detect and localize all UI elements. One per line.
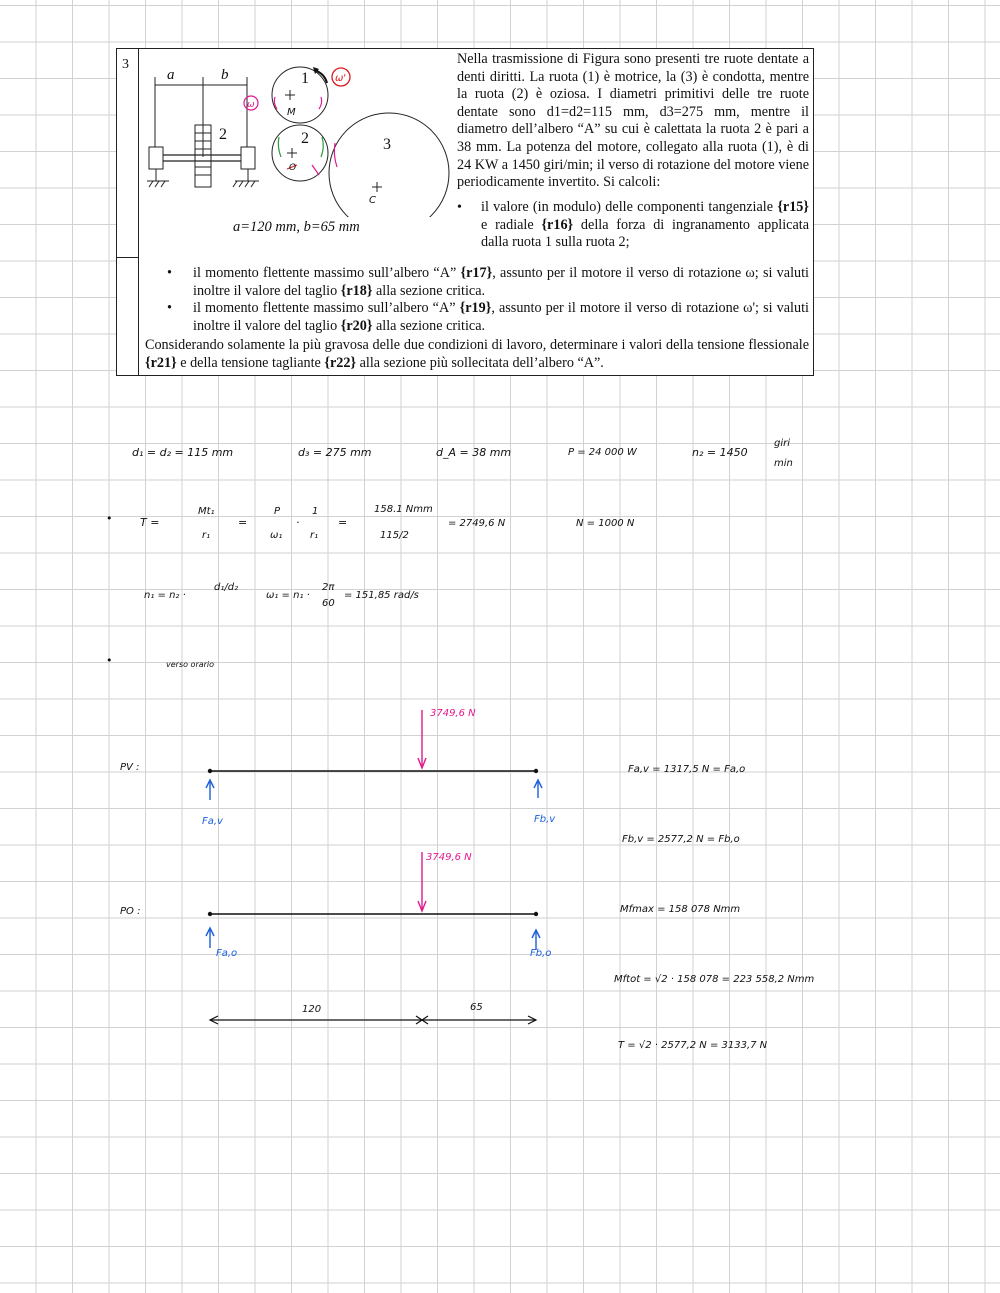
fig-mark-M: M xyxy=(287,107,296,118)
note-verse-bullet: • xyxy=(106,654,113,667)
bullet-dot: • xyxy=(167,300,172,317)
note-d1-d2: d₁ = d₂ = 115 mm xyxy=(132,446,234,459)
po-dim-a-value: 120 xyxy=(302,1004,322,1015)
fig-mark-C: C xyxy=(369,195,376,206)
note-frac-1: 1 xyxy=(312,506,319,517)
note-n2-unit-num: giri xyxy=(774,438,791,449)
note-dot: · xyxy=(296,516,300,529)
note-n2: n₂ = 1450 xyxy=(692,446,748,459)
note-omega1-result: = 151,85 rad/s xyxy=(344,590,419,601)
question-bullet-3: • il momento flettente massimo sull’albero “A” {r19}, assunto per il motore il verso di rotazione ω'; si valuti inoltre il valore del taglio {r20} alla sezione critica. xyxy=(167,300,809,334)
bullet-dot: • xyxy=(457,200,462,215)
note-tangential-result: = 2749,6 N xyxy=(448,518,506,529)
note-dA: d_A = 38 mm xyxy=(436,446,512,459)
fig-gear-2-label: 2 xyxy=(301,130,309,147)
ref-r18: {r18} xyxy=(340,282,373,299)
fig-mark-O: O xyxy=(289,163,297,173)
note-eq2: = xyxy=(338,516,348,529)
note-frac-w1: ω₁ xyxy=(270,530,283,541)
dimensions-caption: a=120 mm, b=65 mm xyxy=(233,219,360,235)
ref-r15: {r15} xyxy=(777,199,809,215)
pv-right-reaction-label: Fb,v xyxy=(534,814,556,825)
ref-r19: {r19} xyxy=(459,300,492,317)
ref-r21: {r21} xyxy=(145,354,177,371)
po-left-reaction-label: Fa,o xyxy=(216,948,238,959)
note-omega1: ω₁ = n₁ · xyxy=(266,590,310,601)
fig-mark-omega-prime: ω' xyxy=(335,73,347,84)
note-radial-force: N = 1000 N xyxy=(576,518,635,529)
po-dim-b-value: 65 xyxy=(470,1002,483,1013)
fig-dim-a: a xyxy=(167,67,175,83)
note-d3: d₃ = 275 mm xyxy=(298,446,372,459)
ref-r22: {r22} xyxy=(324,354,357,371)
po-load-value: 3749,6 N xyxy=(426,852,472,863)
bullet-dot: • xyxy=(167,265,172,281)
note-frac-radius: 115/2 xyxy=(380,530,409,541)
result-Mfmax: Mfmax = 158 078 Nmm xyxy=(620,904,741,915)
result-Fbv: Fb,v = 2577,2 N = Fb,o xyxy=(622,834,740,845)
pv-left-reaction-label: Fa,v xyxy=(202,816,223,827)
note-n1: n₁ = n₂ · xyxy=(144,590,186,601)
problem-intro-text: Nella trasmissione di Figura sono presenti tre ruote dentate a denti diritti. La ruota (1) è motrice, la (3) è condotta, mentre la ruota (2) è oziosa. I diametri primitivi delle tre ruote dentate sono d1=d2=115 mm, d3=275 mm, mentre il diametro dell’albero “A” su cui è calettata la ruota 2 è pari a 38 mm. La potenza del motore, collegato alla ruota (1), è di 24 KW a 1450 giri/min; il verso di rotazione del motore viene periodicamente invertito. Si calcoli: xyxy=(457,51,809,191)
fig-label-2-left: 2 xyxy=(219,126,227,143)
result-T: T = √2 · 2577,2 N = 3133,7 N xyxy=(618,1040,768,1051)
fig-dim-b: b xyxy=(221,67,229,83)
problem-number: 3 xyxy=(122,57,129,72)
note-frac-mt1: Mt₁ xyxy=(198,506,215,517)
ref-r16: {r16} xyxy=(541,216,574,233)
note-torque-bullet: • xyxy=(106,512,113,525)
note-frac-r1: r₁ xyxy=(202,530,211,541)
note-power: P = 24 000 W xyxy=(568,447,637,458)
note-n2-unit-den: min xyxy=(774,458,793,469)
ref-r20: {r20} xyxy=(340,317,373,334)
note-torque-T: T = xyxy=(140,516,160,529)
note-frac-mt-value: 158.1 Nmm xyxy=(374,504,433,515)
po-right-reaction-label: Fb,o xyxy=(530,948,552,959)
question-bullet-1: • il valore (in modulo) delle componenti tangenziale {r15} e radiale {r16} della forza di ingranamento applicata dalla ruota 1 sulla ruota 2; xyxy=(457,199,810,251)
note-frac-P: P xyxy=(274,506,281,517)
note-2pi: 2π xyxy=(322,582,335,593)
pv-load-value: 3749,6 N xyxy=(430,708,476,719)
note-eq1: = xyxy=(238,516,248,529)
note-verse-text: verso orario xyxy=(166,660,215,669)
result-Mftot: Mftot = √2 · 158 078 = 223 558,2 Nmm xyxy=(614,974,815,985)
fig-gear-1-label: 1 xyxy=(301,70,309,87)
fig-gear-3-label: 3 xyxy=(383,136,391,153)
note-60: 60 xyxy=(322,598,335,609)
note-frac-r1b: r₁ xyxy=(310,530,319,541)
question-bullet-2: • il momento flettente massimo sull’albero “A” {r17}, assunto per il motore il verso di rotazione ω; si valuti inoltre il valore del taglio {r18} alla sezione critica. xyxy=(167,265,809,299)
pv-label: PV : xyxy=(120,762,140,773)
ref-r17: {r17} xyxy=(460,265,493,281)
note-ratio: d₁/d₂ xyxy=(214,582,239,593)
result-Fav: Fa,v = 1317,5 N = Fa,o xyxy=(628,764,746,775)
fig-mark-omega: ω xyxy=(247,100,255,110)
po-label: PO : xyxy=(120,906,141,917)
problem-conclusion: Considerando solamente la più gravosa delle due condizioni di lavoro, determinare i valori della tensione flessionale {r21} e della tensione tagliante {r22} alla sezione più sollecitata dell’albero “A”. xyxy=(145,337,809,371)
